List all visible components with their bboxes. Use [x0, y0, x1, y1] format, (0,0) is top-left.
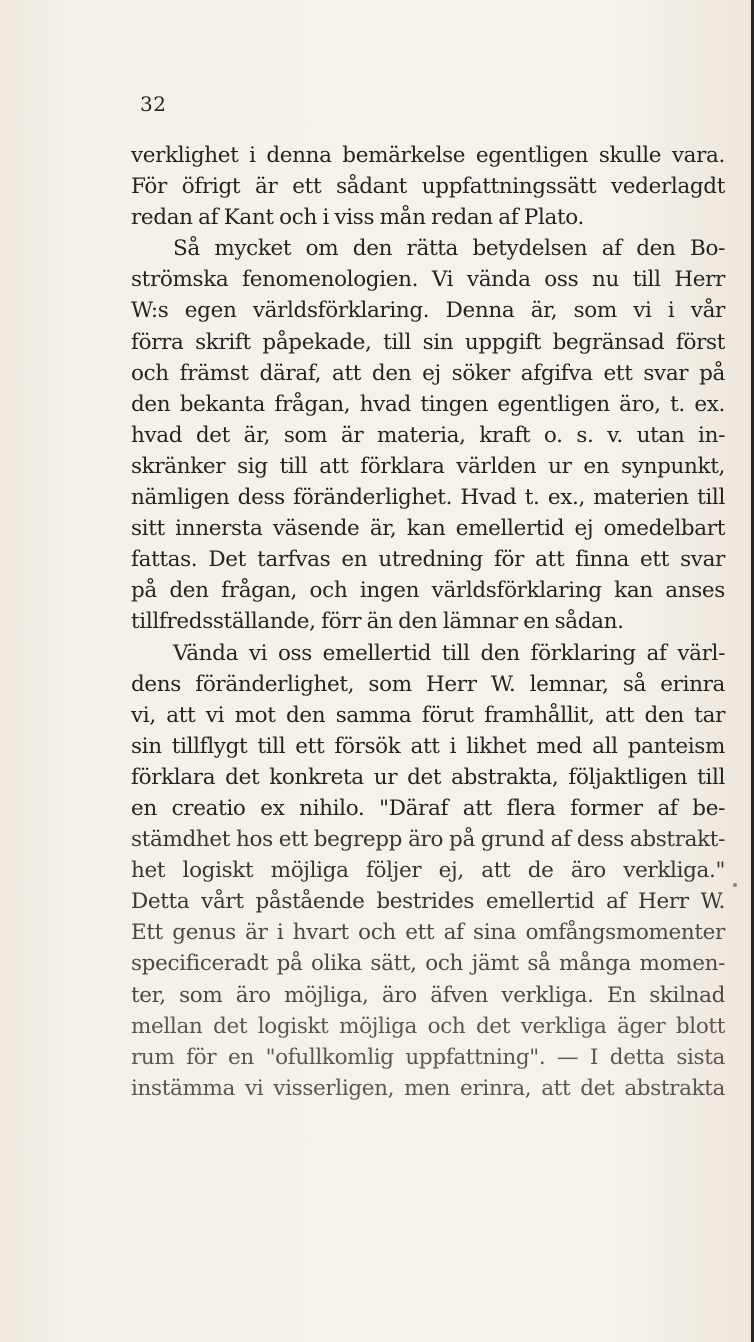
text-line: nämligen dess föränderlighet. Hvad t. ex., materien till: [131, 485, 725, 511]
paper-spot: [733, 883, 737, 887]
text-line: sin tillflygt till ett försök att i likhet med all panteism: [131, 733, 725, 759]
text-line: Ett genus är i hvart och ett af sina omfångsmomenter: [131, 920, 725, 946]
text-line: het logiskt möjliga följer ej, att de äro verkliga.": [131, 858, 725, 884]
text-line: fattas. Det tarfvas en utredning för att finna ett svar: [131, 547, 725, 573]
body-text: [131, 140, 725, 1104]
text-line: strömska fenomenologien. Vi vända oss nu till Herr: [131, 267, 725, 293]
text-line: För öfrigt är ett sådant uppfattningssätt vederlagdt: [131, 174, 725, 200]
text-line: mellan det logiskt möjliga och det verkliga äger blott: [131, 1013, 725, 1039]
text-line: specificeradt på olika sätt, och jämt så många momen-: [131, 951, 725, 977]
text-line: skränker sig till att förklara världen ur en synpunkt,: [131, 453, 725, 479]
text-line: stämdhet hos ett begrepp äro på grund af dess abstrakt-: [131, 827, 725, 853]
text-line: dens föränderlighet, som Herr W. lemnar, så erinra: [131, 671, 725, 697]
text-line: ter, som äro möjliga, äro äfven verkliga. En skilnad: [131, 982, 725, 1008]
page-number: 32: [140, 92, 167, 116]
text-line: på den frågan, och ingen världsförklaring kan anses: [131, 578, 725, 604]
text-line: instämma vi visserligen, men erinra, att det abstrakta: [131, 1075, 725, 1101]
text-line: förklara det konkreta ur det abstrakta, följaktligen till: [131, 764, 725, 790]
text-line: vi, att vi mot den samma förut framhållit, att den tar: [131, 702, 725, 728]
text-line: hvad det är, som är materia, kraft o. s. v. utan in-: [131, 422, 725, 448]
text-line: sitt innersta väsende är, kan emellertid ej omedelbart: [131, 516, 725, 542]
text-line: redan af Kant och i viss mån redan af Plato.: [131, 205, 584, 231]
text-line: tillfredsställande, förr än den lämnar en sådan.: [131, 609, 624, 635]
text-line: Detta vårt påstående bestrides emellertid af Herr W.: [131, 889, 725, 915]
text-line: en creatio ex nihilo. "Däraf att flera former af be-: [131, 795, 725, 821]
text-line: Vända vi oss emellertid till den förklaring af värl-: [173, 640, 725, 666]
text-line: förra skrift påpekade, till sin uppgift begränsad först: [131, 329, 725, 355]
text-line: verklighet i denna bemärkelse egentligen skulle vara.: [131, 143, 725, 168]
text-line: Så mycket om den rätta betydelsen af den Bo-: [173, 236, 725, 262]
text-line: rum för en "ofullkomlig uppfattning". — I detta sista: [131, 1044, 725, 1070]
text-line: den bekanta frågan, hvad tingen egentligen äro, t. ex.: [131, 391, 725, 417]
text-line: W:s egen världsförklaring. Denna är, som vi i vår: [131, 298, 725, 324]
text-line: och främst däraf, att den ej söker afgifva ett svar på: [131, 360, 725, 386]
